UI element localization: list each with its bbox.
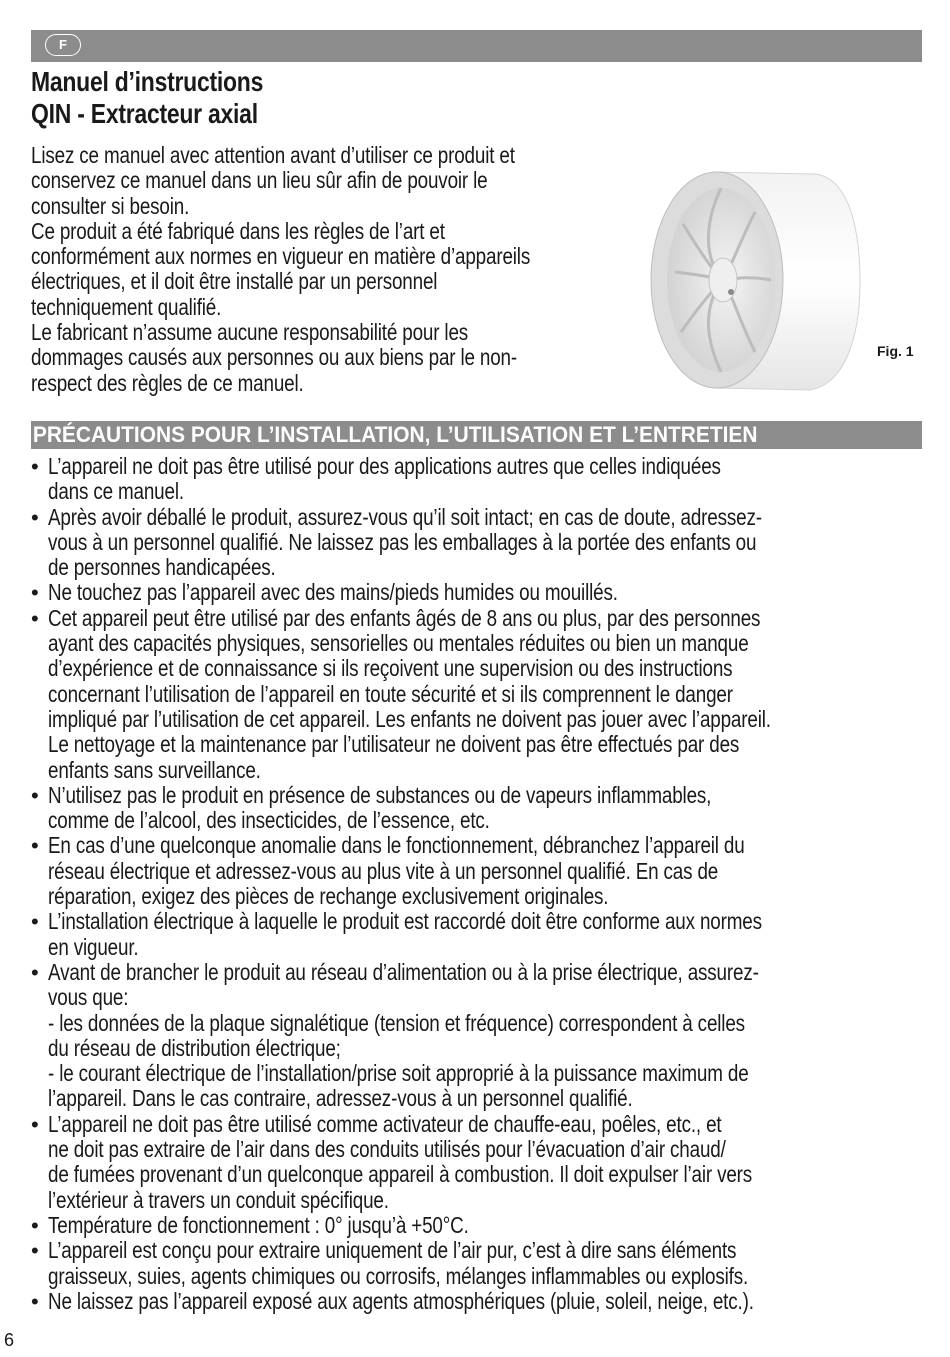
intro-paragraph xyxy=(31,320,632,396)
precaution-line: concernant l’utilisation de l’appareil en toute sécurité et si ils comprennent le danger xyxy=(48,680,733,707)
precaution-line: N’utilisez pas le produit en présence de substances ou de vapeurs inflammables, xyxy=(48,781,712,808)
bullet-icon: • xyxy=(31,454,39,479)
precaution-item xyxy=(31,783,922,834)
precaution-line: L’appareil ne doit pas être utilisé pour des applications autres que celles indiquées xyxy=(48,453,721,479)
bullet-icon: • xyxy=(31,605,39,631)
precaution-line: graisseux, suies, agents chimiques ou corrosifs, mélanges inflammables ou explosifs. xyxy=(48,1262,749,1289)
precaution-line: vous que: xyxy=(48,984,129,1011)
precaution-line: ayant des capacités physiques, sensorielles ou mentales réduites ou bien un manque xyxy=(48,630,749,657)
intro-line: conformément aux normes en vigueur en matière d’appareils xyxy=(31,243,531,270)
precaution-item xyxy=(31,1289,922,1314)
section-title: PRÉCAUTIONS POUR L’INSTALLATION, L’UTILISATION ET L’ENTRETIEN xyxy=(32,422,758,447)
language-badge: F xyxy=(45,34,81,56)
intro-line: conservez ce manuel dans un lieu sûr afin de pouvoir le xyxy=(31,167,488,194)
precaution-line: Température de fonctionnement : 0° jusqu’à +50°C. xyxy=(48,1211,469,1238)
intro-line: respect des règles de ce manuel. xyxy=(31,369,304,396)
precaution-line: Ne touchez pas l’appareil avec des mains/pieds humides ou mouillés. xyxy=(48,579,618,606)
precaution-line: Le nettoyage et la maintenance par l’utilisateur ne doivent pas être effectués par des xyxy=(48,731,740,758)
intro-line: Le fabricant n’assume aucune responsabilité pour les xyxy=(31,319,469,346)
title-line: QIN - Extracteur axial xyxy=(31,98,258,129)
precaution-line: ne doit pas extraire de l’air dans des conduits utilisés pour l’évacuation d’air chaud/ xyxy=(48,1136,726,1163)
bullet-icon: • xyxy=(31,1288,39,1314)
precaution-line: l’appareil. Dans le cas contraire, adressez-vous à un personnel qualifié. xyxy=(48,1085,633,1112)
figure-label: Fig. 1 xyxy=(877,343,914,359)
intro-line: techniquement qualifié. xyxy=(31,293,222,320)
precaution-item xyxy=(31,1112,922,1213)
precaution-line: de fumées provenant d’un quelconque appareil à combustion. Il doit expulser l’air vers xyxy=(48,1161,753,1188)
precaution-item xyxy=(31,1238,922,1289)
precaution-item xyxy=(31,606,922,783)
precaution-line: Ne laissez pas l’appareil exposé aux agents atmosphériques (pluie, soleil, neige, etc.). xyxy=(48,1287,754,1314)
bullet-icon: • xyxy=(31,580,39,606)
precaution-line: vous à un personnel qualifié. Ne laissez pas les emballages à la portée des enfants ou xyxy=(48,528,757,555)
precaution-line: du réseau de distribution électrique; xyxy=(48,1034,341,1061)
intro-line: dommages causés aux personnes ou aux biens par le non- xyxy=(31,344,518,371)
intro-paragraph xyxy=(31,219,632,320)
precaution-line: Cet appareil peut être utilisé par des enfants âgés de 8 ans ou plus, par des personnes xyxy=(48,604,761,631)
precaution-line: réseau électrique et adressez-vous au plus vite à un personnel qualifié. En cas de xyxy=(48,857,719,884)
fan-figure xyxy=(645,162,867,398)
precaution-item xyxy=(31,909,922,960)
title-line: Manuel d’instructions xyxy=(31,66,264,97)
intro-line: consulter si besoin. xyxy=(31,192,190,219)
precaution-item xyxy=(31,833,922,909)
precaution-line: L’appareil ne doit pas être utilisé comme activateur de chauffe-eau, poêles, etc., et xyxy=(48,1110,722,1137)
precaution-line: L’installation électrique à laquelle le produit est raccordé doit être conforme aux normes xyxy=(48,908,762,935)
precaution-item xyxy=(31,960,922,1112)
intro-paragraph xyxy=(31,143,632,219)
precaution-line: l’extérieur à travers un conduit spécifique. xyxy=(48,1186,389,1213)
precaution-item xyxy=(31,505,922,581)
bullet-icon: • xyxy=(31,909,39,935)
precaution-line: L’appareil est conçu pour extraire uniquement de l’air pur, c’est à dire sans éléments xyxy=(48,1237,737,1264)
precaution-line: réparation, exigez des pièces de rechange exclusivement originales. xyxy=(48,883,609,910)
bullet-icon: • xyxy=(31,1212,39,1238)
precaution-line: Après avoir déballé le produit, assurez-vous qu’il soit intact; en cas de doute, adressez- xyxy=(48,503,762,530)
bullet-icon: • xyxy=(31,1238,39,1264)
precaution-line: impliqué par l’utilisation de cet appareil. Les enfants ne doivent pas jouer avec l’appareil. xyxy=(48,705,771,732)
page-number: 6 xyxy=(4,1330,15,1350)
precaution-item xyxy=(31,1213,922,1238)
bullet-icon: • xyxy=(31,833,39,859)
intro-line: électriques, et il doit être installé par un personnel xyxy=(31,268,438,295)
intro-text xyxy=(31,143,632,396)
section-header xyxy=(31,421,922,449)
precaution-line: d’expérience et de connaissance si ils reçoivent une supervision ou des instructions xyxy=(48,655,733,682)
precaution-item xyxy=(31,580,922,605)
fan-hub xyxy=(709,258,737,302)
bullet-icon: • xyxy=(31,1111,39,1137)
bullet-icon: • xyxy=(31,782,39,808)
intro-line: Ce produit a été fabriqué dans les règles de l’art et xyxy=(31,217,445,244)
precaution-item xyxy=(31,454,922,505)
precaution-line: En cas d’une quelconque anomalie dans le fonctionnement, débranchez l’appareil du xyxy=(48,832,745,859)
bullet-icon: • xyxy=(31,959,39,985)
bullet-icon: • xyxy=(31,504,39,530)
precaution-line: en vigueur. xyxy=(48,933,139,960)
precaution-line: dans ce manuel. xyxy=(48,478,184,505)
intro-line: Lisez ce manuel avec attention avant d’utiliser ce produit et xyxy=(31,142,515,168)
precaution-line: de personnes handicapées. xyxy=(48,554,276,581)
manual-title xyxy=(31,66,523,130)
fan-screw xyxy=(728,289,734,295)
precaution-line: - les données de la plaque signalétique (tension et fréquence) correspondent à celles xyxy=(48,1009,745,1036)
header-bar xyxy=(31,30,922,62)
precaution-line: comme de l’alcool, des insecticides, de l’essence, etc. xyxy=(48,807,490,834)
precaution-line: Avant de brancher le produit au réseau d’alimentation ou à la prise électrique, assurez- xyxy=(48,958,759,985)
precaution-line: enfants sans surveillance. xyxy=(48,756,261,783)
precautions-list xyxy=(31,454,922,1314)
precaution-line: - le courant électrique de l’installation/prise soit approprié à la puissance maximum de xyxy=(48,1060,749,1087)
